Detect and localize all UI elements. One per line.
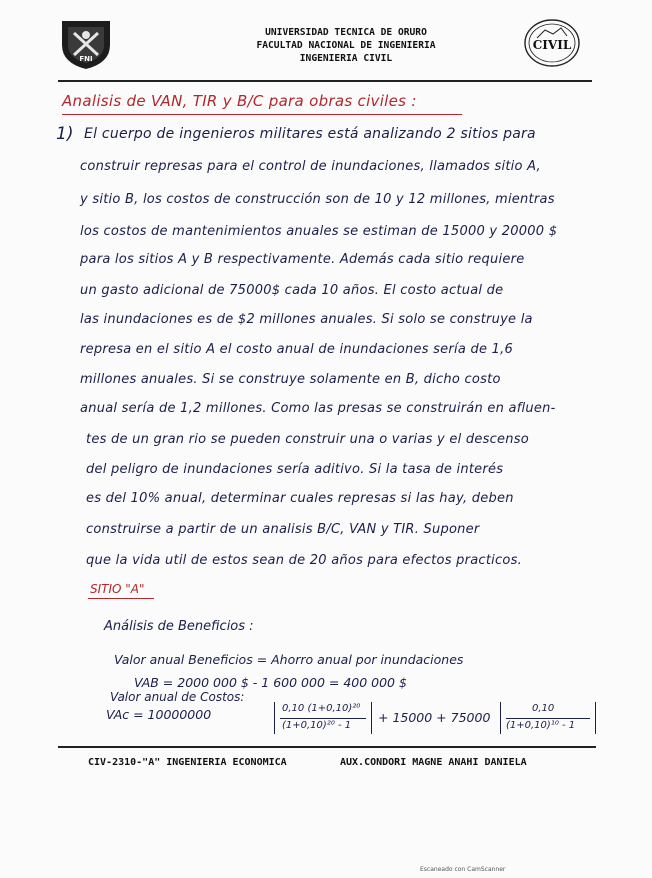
sitio-underline	[88, 598, 154, 599]
problem-line-10: anual sería de 1,2 millones. Como las presas se construirán en afluen-	[80, 401, 556, 416]
problem-line-3: y sitio B, los costos de construcción son de 10 y 12 millones, mientras	[80, 192, 555, 207]
problem-number: 1)	[56, 124, 74, 144]
scanner-watermark: Escaneado con CamScanner	[420, 866, 506, 873]
vac-frac2-bar	[506, 718, 590, 719]
vac-frac1-bar	[280, 718, 366, 719]
civil-seal-logo	[523, 18, 581, 68]
problem-line-1: El cuerpo de ingenieros militares está analizando 2 sitios para	[84, 126, 536, 142]
left-logo-text: FNI	[79, 55, 93, 63]
costs-label: Valor anual de Costos:	[110, 690, 245, 704]
vac-middle-terms: + 15000 + 75000	[378, 710, 491, 725]
benefits-heading: Análisis de Beneficios :	[104, 619, 254, 634]
problem-line-14: construirse a partir de un analisis B/C, VAN y TIR. Suponer	[86, 522, 480, 537]
title-underline	[62, 114, 462, 115]
vac-frac2-numerator: 0,10	[532, 703, 555, 714]
problem-line-13: es del 10% anual, determinar cuales represas si las hay, deben	[86, 491, 514, 506]
header-divider	[58, 80, 592, 82]
problem-line-8: represa en el sitio A el costo anual de inundaciones sería de 1,6	[80, 342, 513, 357]
problem-line-11: tes de un gran rio se pueden construir una o varias y el descenso	[86, 432, 529, 447]
footer-course: CIV-2310-"A" INGENIERIA ECONOMICA	[88, 757, 287, 768]
problem-line-15: que la vida util de estos sean de 20 años para efectos practicos.	[86, 553, 523, 568]
university-name: UNIVERSIDAD TECNICA DE ORURO	[265, 27, 427, 38]
career-name: INGENIERIA CIVIL	[299, 53, 393, 64]
footer-assistant: AUX.CONDORI MAGNE ANAHI DANIELA	[340, 757, 527, 768]
problem-line-6: un gasto adicional de 75000$ cada 10 años. El costo actual de	[80, 283, 504, 298]
fni-shield-logo	[58, 15, 114, 71]
problem-line-2: construir represas para el control de inundaciones, llamados sitio A,	[80, 159, 541, 174]
right-logo-text: CIVIL	[532, 38, 572, 52]
institution-header	[200, 26, 492, 65]
vab-equation: VAB = 2000 000 $ - 1 600 000 = 400 000 $	[134, 675, 407, 690]
vac-frac1-numerator: 0,10 (1+0,10)²⁰	[282, 703, 361, 714]
problem-line-9: millones anuales. Si se construye solamente en B, dicho costo	[80, 372, 501, 387]
faculty-name: FACULTAD NACIONAL DE INGENIERIA	[256, 40, 436, 51]
vac-frac2-denominator: (1+0,10)¹⁰ - 1	[506, 720, 576, 731]
problem-line-4: los costos de mantenimientos anuales se estiman de 15000 y 20000 $	[80, 224, 558, 239]
problem-line-12: del peligro de inundaciones sería aditivo. Si la tasa de interés	[86, 462, 504, 477]
footer-divider	[58, 746, 596, 748]
vac-prefix: VAc = 10000000	[106, 707, 212, 722]
vac-frac1-denominator: (1+0,10)²⁰ - 1	[282, 720, 352, 731]
problem-line-5: para los sitios A y B respectivamente. Además cada sitio requiere	[80, 252, 525, 267]
page-title: Analisis de VAN, TIR y B/C para obras civiles :	[62, 92, 417, 110]
benefits-line: Valor anual Beneficios = Ahorro anual por inundaciones	[114, 652, 464, 667]
problem-line-7: las inundaciones es de $2 millones anuales. Si solo se construye la	[80, 312, 533, 327]
section-sitio-a: SITIO "A"	[90, 582, 145, 596]
